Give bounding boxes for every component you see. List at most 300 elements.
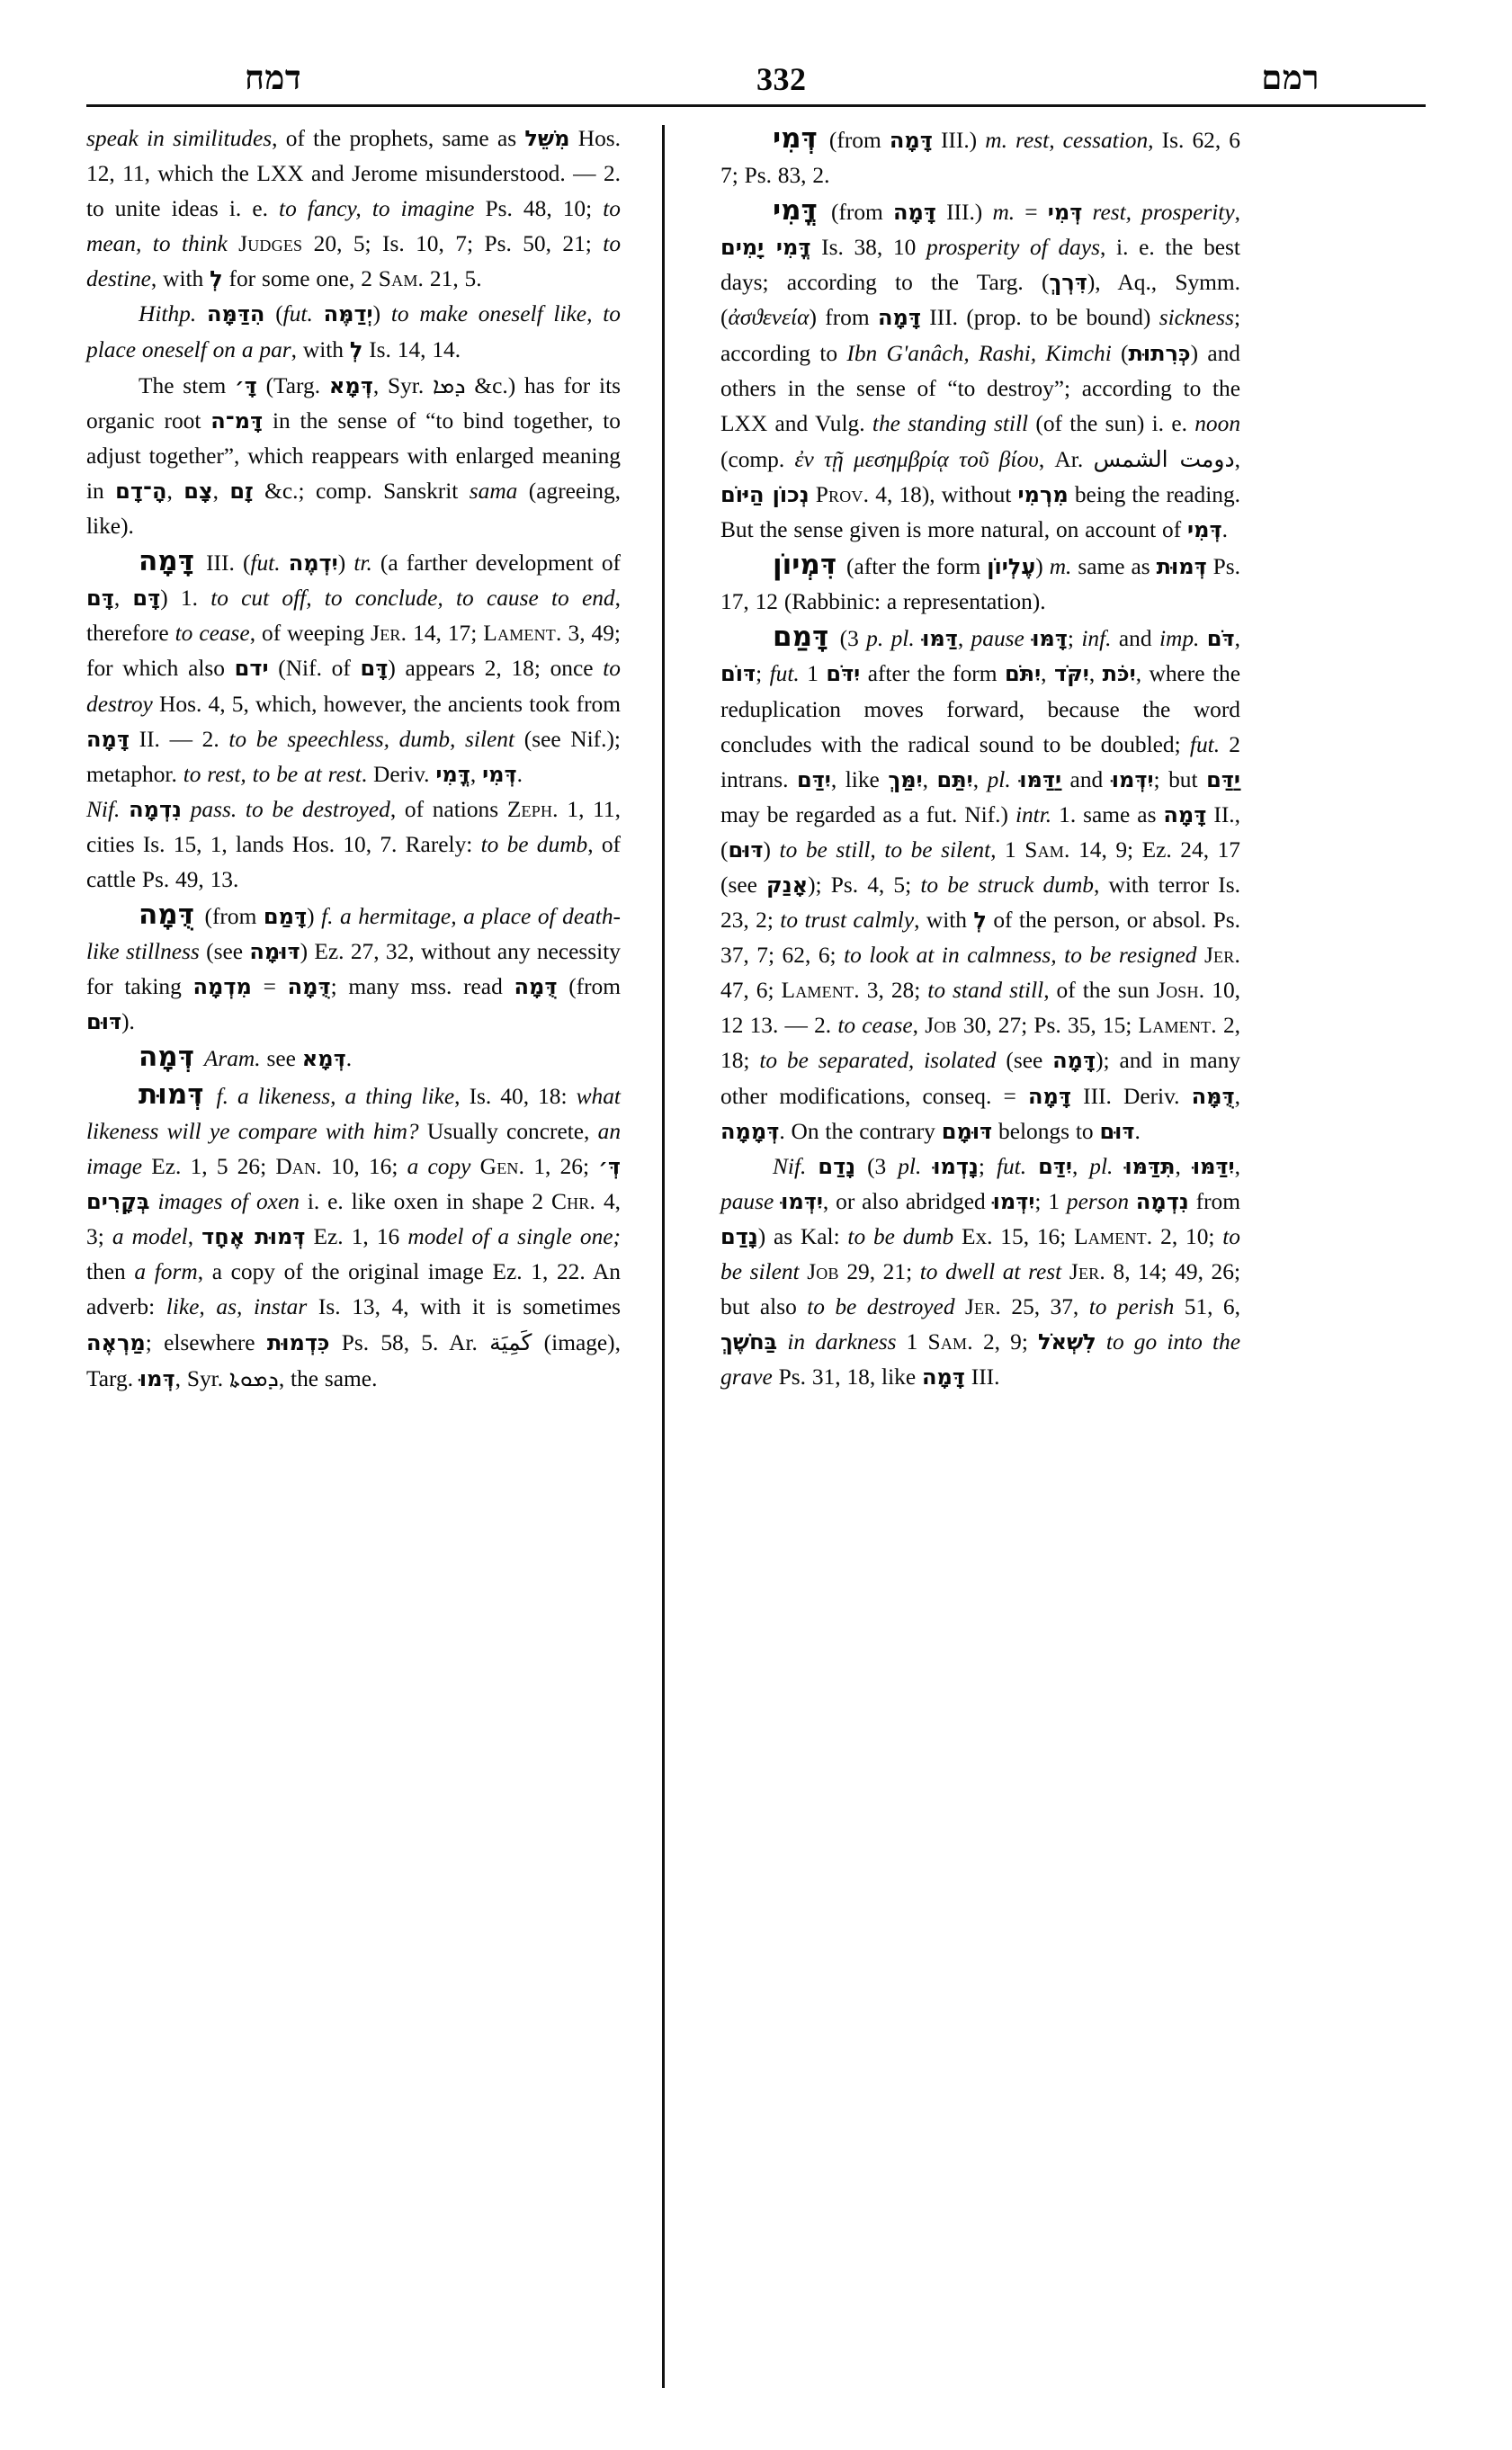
plain-text: . Deriv. [361,761,436,787]
hebrew-word: נִדְמָה [129,796,182,822]
plain-text: and [1061,766,1112,792]
plain-text: ) 1. [160,586,211,612]
plain-text: , [113,586,133,612]
hebrew-word: יִתַּם [936,766,973,792]
hebrew-word: יִמַּךְ [888,766,923,792]
plain-text: II., ( [720,801,1240,863]
plain-text: (after the form [840,554,988,580]
emphasis-text: a form [134,1259,198,1284]
plain-text: , [1234,1083,1240,1109]
hebrew-word: דּוּם [728,836,764,863]
plain-text: Is. 13, 4, with it is sometimes [307,1294,621,1320]
plain-text: 1 [799,661,827,687]
emphasis-text: tr. [353,550,372,577]
emphasis-text: what likeness will ye compare with him? [86,1083,621,1144]
plain-text: for some one, 2 [222,266,379,292]
plain-text: in the sense of “to bind together, to adjust together”, which reappears with enlarged meaning in [86,407,621,504]
hebrew-word: יִדְּמוּ [1111,766,1154,792]
emphasis-text: to be dumb [847,1223,954,1249]
plain-text: , of the sun [1043,978,1158,1004]
plain-text: ) [372,301,391,327]
hebrew-word: דָּמָה [1027,1083,1071,1109]
plain-text: ), Aq., Symm. ( [720,270,1240,331]
emphasis-text: to mean, to think [86,196,621,257]
plain-text: 30, 27; Ps. 35, 15; [956,1013,1139,1039]
plain-text [774,1189,781,1214]
plain-text: 2, 18; [720,1013,1241,1074]
plain-text [228,231,238,256]
scripture-reference: Jer. [371,621,407,647]
plain-text: ; elsewhere [145,1330,267,1356]
hebrew-word: אָנַק [766,872,809,898]
scripture-reference: Lament. [1074,1223,1153,1249]
plain-text [1096,1329,1106,1355]
plain-text: (Nif. of [268,656,361,682]
plain-text: , of nations [389,796,507,822]
hebrew-word: דֹּם [1206,626,1235,652]
plain-text [281,550,289,576]
syriac-word: ܕܡܘܬܐ [228,1365,279,1392]
plain-text: from [1188,1188,1240,1214]
dictionary-paragraph [720,548,1240,620]
plain-text: same as [1071,554,1157,580]
dictionary-paragraph [86,898,621,1040]
column-divider-rule [662,125,665,2388]
plain-text: , [972,766,988,792]
plain-text: ; according to [720,305,1240,366]
hebrew-word: עֶלְיוֹן [987,554,1036,580]
plain-text: , [1234,446,1240,472]
emphasis-text: to perish [1088,1294,1175,1320]
plain-text: III. ( [197,550,251,577]
plain-text: 2, 10; [1152,1223,1223,1249]
hebrew-word: דַּמּוּ [922,626,958,652]
plain-text [955,1294,965,1319]
hebrew-word: דָּמ־ה [210,407,264,434]
plain-text: of the person, or absol. Ps. 37, 7; 62, 6; [720,908,1240,969]
plain-text: , Syr. [174,1366,229,1392]
hebrew-word: נָדַם [818,1153,856,1179]
hebrew-word: יַדַּם [1206,766,1240,792]
hebrew-word: דְּמוּת אֶחָד [201,1223,306,1249]
plain-text: , a copy of the original image Ez. 1, 22. An adverb: [86,1259,621,1320]
plain-text: 20, 5; Is. 10, 7; Ps. 50, 21; [302,231,604,257]
plain-text: after the form [860,661,1005,687]
hebrew-word: דְּמִי [482,761,517,787]
hebrew-word: כִּדְמוּת [266,1330,330,1356]
entry-headword: דִּמְיוֹן [773,549,837,582]
header-divider-rule [86,104,1426,107]
hebrew-word: דּוּם [86,1009,122,1035]
hebrew-word: נְכוֹן הַיּוֹם [720,481,810,507]
emphasis-text: to destroy [86,656,621,717]
hebrew-word: יַדַּמּוּ [1019,766,1062,792]
plain-text: , [1175,1153,1193,1179]
emphasis-text: model of a single one; [407,1223,621,1249]
plain-text: (of the sun) i. e. [1028,410,1195,436]
hebrew-word: דֻּמָה [514,974,558,1000]
plain-text [207,1084,216,1109]
plain-text: , Ar. [1038,446,1094,472]
plain-text: 1 [896,1329,928,1355]
hebrew-word: מִרְמִי [1017,481,1069,507]
hebrew-word: דָּמָה [889,128,933,153]
plain-text: 3, 28; [859,978,928,1004]
hebrew-word: יִדַּמּוּ [1192,1153,1235,1179]
emphasis-text: to fancy, to imagine [279,196,475,222]
scripture-reference: Sam. [927,1329,973,1355]
emphasis-text: Nif. [86,796,121,822]
plain-text: , [1234,200,1240,226]
emphasis-text: to cease [837,1013,913,1039]
plain-text: &c.; comp. Sanskrit [253,478,470,504]
plain-text: ) [307,904,322,930]
greek-word: ἀσϑενεία [728,305,810,331]
plain-text [1199,626,1206,651]
plain-text: (from [557,974,622,1000]
emphasis-text: fut. [996,1153,1027,1179]
emphasis-text: m. [992,200,1015,226]
plain-text [1024,626,1032,651]
emphasis-text: f. a likeness, a thing like [216,1083,455,1109]
emphasis-text: speak in similitudes [86,126,273,151]
plain-text: 25, 37, [1000,1294,1089,1320]
scripture-reference: Judges [238,231,303,257]
emphasis-text: imp. [1159,626,1200,652]
emphasis-text: noon [1194,410,1241,436]
dictionary-paragraph [86,792,621,898]
entry-headword: דֻּמָה [139,899,194,932]
plain-text [1113,1154,1124,1179]
plain-text: , [166,478,184,504]
scripture-reference: Jer. [964,1294,1001,1320]
plain-text: (Targ. [256,372,329,398]
plain-text: (image), Targ. [86,1330,621,1392]
plain-text: , of the prophets, same as [272,126,525,151]
plain-text: 8, 14; 49, 26; but also [720,1259,1241,1320]
plain-text: ); and in many other modifications, conseq. = [720,1048,1240,1109]
plain-text: , of cattle Ps. 49, 13. [86,831,621,892]
scripture-reference: Jer. [1203,943,1240,969]
plain-text: belongs to [992,1118,1100,1144]
scripture-reference: Lament. [781,978,860,1004]
plain-text: ) from [809,305,878,331]
hebrew-word: יְדַמֶּה [323,301,373,327]
emphasis-text: sama [469,478,518,504]
plain-text: Ps. 17, 12 (Rabbinic: a representation). [720,554,1240,615]
hebrew-word: לִשְׁאֹל [1038,1329,1096,1355]
plain-text [1061,1259,1069,1284]
plain-text: ). [121,1009,135,1035]
plain-text [182,797,191,822]
emphasis-text: to dwell at rest [919,1259,1062,1284]
dictionary-paragraph [720,121,1240,193]
plain-text: , the same. [278,1366,378,1392]
plain-text: Is. 38, 10 [810,235,926,261]
plain-text: , [957,626,971,652]
plain-text [810,482,816,507]
emphasis-text: pause [720,1188,774,1214]
hebrew-word: יִכֹּת [1102,661,1136,687]
plain-text: 1, 11, cities Is. 15, 1, lands Hos. 10, 7. Rarely: [86,796,621,857]
emphasis-text: fut. [250,550,281,577]
plain-text: ; many mss. read [330,974,514,1000]
plain-text: . On the contrary [779,1118,942,1144]
syriac-word: ܕܡܐ [432,371,466,398]
plain-text: 47, 6; [720,978,782,1004]
hebrew-word: יִתֹּם [1004,661,1042,687]
emphasis-text: pl. [898,1153,922,1179]
plain-text: ; [1067,626,1082,652]
plain-text: , with [914,908,974,934]
plain-text: Ex. 15, 16; [953,1223,1075,1249]
emphasis-text: prosperity of days [926,235,1101,261]
plain-text: = [1015,200,1048,226]
emphasis-text: to go into the grave [720,1329,1241,1390]
plain-text: (comp. [720,446,795,472]
plain-text: , or also abridged [822,1188,993,1214]
plain-text: 4, 3; [86,1188,622,1249]
hebrew-word: דֻּמָה [287,974,331,1000]
plain-text: , Is. 40, 18: [454,1083,577,1109]
plain-text: see [260,1046,302,1072]
plain-text [1196,943,1204,968]
plain-text: , with [150,266,210,292]
plain-text: ) [1035,554,1050,580]
plain-text: Ez. 1, 16 [305,1223,408,1249]
plain-text [1129,1189,1136,1214]
dictionary-paragraph [86,544,621,792]
running-head-left-headword: דמח [245,60,302,97]
plain-text: may be regarded as a fut. Nif.) [720,801,1015,827]
hebrew-word: דָּמָה [86,726,130,752]
hebrew-word: מִדְמָה [192,974,252,1000]
plain-text: ; but [1153,766,1207,792]
plain-text [313,301,324,326]
emphasis-text: m. [1049,554,1072,580]
plain-text: 3, 49; for which also [86,621,621,682]
hebrew-word: הָ־דָם [115,478,167,504]
hebrew-word: בַּחֹשֶׁךְ [720,1329,778,1355]
plain-text: , with terror Is. 23, 2; [720,872,1240,934]
plain-text: 14, 9; Ez. 24, 17 (see [720,836,1240,898]
hebrew-word: לְ [349,336,363,362]
plain-text [921,1154,933,1179]
hebrew-word: דָּמּוּ [1032,626,1068,652]
emphasis-text: to look at in calmness, to be resigned [844,943,1197,969]
body-columns [86,121,1426,2388]
hebrew-word: דָּמָה [921,1364,965,1390]
hebrew-word: דְּמָמָה [720,1118,780,1144]
emphasis-text: pl. [1089,1153,1114,1179]
plain-text: (see [199,939,250,965]
hebrew-word: דָּמָה [1052,1048,1096,1074]
hebrew-word: דְּמוּ [139,1366,175,1392]
plain-text: Ps. 31, 18, like [772,1364,922,1390]
plain-text: being the reading. But the sense given is more natural, on account of [720,481,1240,543]
plain-text [915,626,922,651]
emphasis-text: fut. [282,301,313,327]
hebrew-word: דְּמָא [328,372,373,398]
plain-text: . [1134,1118,1141,1144]
hebrew-word: דּוֹם [720,661,756,687]
hebrew-word: נָדַם [720,1223,758,1249]
emphasis-text: inf. [1081,626,1112,652]
emphasis-text: person [1066,1188,1130,1214]
emphasis-text: intr. [1015,801,1052,827]
plain-text: , [1041,661,1054,687]
hebrew-word: נִדְמָה [1135,1188,1189,1214]
hebrew-word: דָּמָה [892,200,936,226]
plain-text: 29, 21; [838,1259,920,1284]
emphasis-text: Hithp. [139,301,197,327]
scripture-reference: Sam. [378,266,425,292]
hebrew-word: דָּמָה [877,305,921,331]
dictionary-paragraph [86,1077,621,1398]
plain-text [196,301,207,326]
plain-text: , [1088,661,1103,687]
hebrew-word: דָּמַם [263,904,308,930]
plain-text [120,797,129,822]
plain-text: ) [763,836,780,863]
emphasis-text: pl. [987,766,1011,792]
plain-text: (from [197,904,264,930]
hebrew-word: תִּדַּמּוּ [1124,1153,1176,1179]
hebrew-word: לְ [210,266,223,292]
plain-text: The stem [139,372,236,398]
plain-text: Ps. 48, 10; [474,196,604,222]
greek-word: ἐν τῇ μεσημβρίᾳ τοῦ βίου [794,446,1039,472]
plain-text: ) as Kal: [757,1223,848,1249]
hebrew-word: דָּמָה [1163,801,1207,827]
running-head [86,40,1426,95]
emphasis-text: to be still, to be silent, [779,836,997,863]
emphasis-text: sickness [1159,305,1234,331]
plain-text: ( [264,301,283,327]
scripture-reference: Job [925,1013,957,1039]
plain-text: , i. e. the best days; according to the Targ. ( [720,235,1240,296]
right-text-column [683,121,1240,2388]
emphasis-text: to stand still [927,978,1044,1004]
hebrew-word: דֳּמִי יָמִים [720,235,811,261]
scripture-reference: Zeph. [506,796,559,822]
hebrew-word: יִדְמֶה [288,550,338,577]
hebrew-word: צָם [183,478,213,504]
hebrew-word: יִדַּם [1038,1153,1072,1179]
plain-text: 21, 5. [424,266,482,292]
hebrew-word: מַרְאֶה [86,1330,146,1356]
hebrew-word: דֳּמִי [435,761,470,787]
plain-text: , with [291,336,350,362]
plain-text: ) and others in the sense of “to destroy”; according to the LXX and Vulg. [720,340,1240,436]
plain-text: III.) [932,128,986,153]
plain-text: ; 1 [1034,1188,1067,1214]
hebrew-word: יִדֹּם [826,661,861,687]
plain-text: III. (prop. to be bound) [920,305,1159,331]
hebrew-word: נָדְמוּ [933,1153,979,1179]
emphasis-text: fut. [1189,731,1221,757]
emphasis-text: a model [112,1223,188,1249]
plain-text: , [212,478,230,504]
plain-text: 10, 16; [321,1153,407,1179]
emphasis-text: like, as, instar [166,1294,308,1320]
plain-text: then [86,1259,135,1284]
plain-text: III. Deriv. [1070,1083,1192,1109]
hebrew-word: ידם [234,656,269,682]
plain-text: 10, 12 13. — 2. [720,978,1241,1039]
plain-text: III.) [935,200,993,226]
arabic-word: كَمِيَة [489,1329,532,1356]
plain-text: 51, 6, [1174,1294,1240,1320]
plain-text: Hos. 4, 5, which, however, the ancients took from [152,691,621,717]
emphasis-text: pass. to be destroyed [190,796,390,822]
entry-headword: דָּמָה [139,545,194,578]
hebrew-word: דִּרְךְ [1049,270,1087,296]
hebrew-word: כְּרִתוּת [1128,340,1191,366]
plain-text: ); Ps. 4, 5; [808,872,921,898]
emphasis-text: f. a hermitage, a place of death-like stillness [86,904,621,965]
hebrew-word: יִקֹּד [1053,661,1089,687]
plain-text: ) appears 2, 18; once [388,656,604,682]
plain-text: and [1111,626,1159,652]
scripture-reference: Chr. [550,1188,596,1214]
hebrew-word: דֻּמָּה [1191,1083,1235,1109]
emphasis-text: rest, prosperity [1092,200,1235,226]
emphasis-text: to be struck dumb [920,872,1094,898]
plain-text: III. [964,1364,1000,1390]
plain-text: , where the reduplication moves forward, because the word concludes with the radical sound to be doubled; [720,661,1240,757]
hebrew-word: מִשֵּׁל [524,126,570,151]
hebrew-word: דְּ׳ בְּקָרִים [86,1153,621,1214]
emphasis-text: to rest, to be at rest [183,761,362,787]
emphasis-text: Ibn G'anâch, Rashi, Kimchi [846,340,1112,366]
plain-text: 4, 18), without [869,481,1018,507]
emphasis-text: to be dumb [480,831,588,857]
plain-text: (from [820,128,890,153]
dictionary-paragraph [720,1149,1240,1396]
hebrew-word: דּוּמָה [249,939,300,965]
emphasis-text: pause [971,626,1024,652]
entry-headword: דָּמַם [773,621,829,654]
emphasis-text: Nif. [773,1153,807,1179]
emphasis-text: images of oxen [157,1188,300,1214]
scripture-reference: Dan. [275,1153,322,1179]
plain-text: . [1221,517,1228,543]
plain-text: Usually concrete, [418,1118,598,1144]
plain-text: 2 intrans. [720,731,1240,792]
plain-text: = [251,974,288,1000]
hebrew-word: הִדַּמָּה [206,301,265,327]
hebrew-word: לְ [973,908,987,934]
plain-text: ; [756,661,770,687]
hebrew-word: דְּמִי [1187,517,1222,543]
hebrew-word: דְּמוּת [1156,554,1207,580]
plain-text: Hos. 12, 11, which the LXX and Jerome misunderstood. — 2. to unite ideas i. e. [86,126,621,222]
plain-text: 2, 9; [972,1329,1039,1355]
emphasis-text: the standing still [872,410,1029,436]
plain-text: , [470,761,483,787]
scripture-reference: Josh. [1157,978,1205,1004]
plain-text: , Syr. [372,372,433,398]
emphasis-text: a copy [407,1153,471,1179]
plain-text: ) [337,550,354,577]
hebrew-word: זָם [229,478,254,504]
emphasis-text: to be separated, isolated [759,1048,997,1074]
dictionary-paragraph [86,368,621,544]
plain-text: (3 [832,626,867,652]
plain-text [198,1046,204,1071]
scripture-reference: Lament. [1138,1013,1217,1039]
